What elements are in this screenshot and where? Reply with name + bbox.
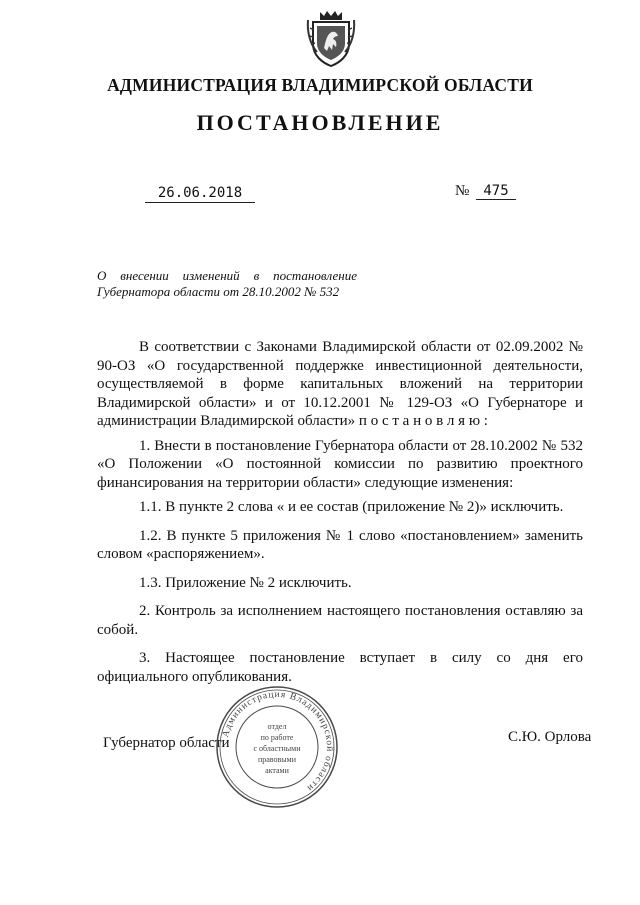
seal-line-3: с областными <box>253 744 301 753</box>
seal-line-2: по работе <box>260 733 294 742</box>
seal-line-1: отдел <box>267 722 287 731</box>
document-subject: О внесении изменений в постановление Губернатора области от 28.10.2002 № 532 <box>97 268 357 299</box>
seal-ring-text: Администрация Владимирской области <box>220 689 335 794</box>
seal-line-5: актами <box>265 766 289 775</box>
paragraph-2: 2. Контроль за исполнением настоящего постановления оставляю за собой. <box>97 603 583 638</box>
document-type-title: ПОСТАНОВЛЕНИЕ <box>196 110 444 135</box>
seal-line-4: правовыми <box>257 755 297 764</box>
preamble-paragraph: В соответствии с Законами Владимирской области от 02.09.2002 № 90-ОЗ «О государственной поддержке инвестиционной деятельности, осуществляемой в форме капитальных вложений на территории Владимирской области» и от 10.12.2001 № 129-ОЗ «О Губернаторе и администрации Владимирской области» п о с т а н о в л я ю : <box>97 339 583 429</box>
signature-name: С.Ю. Орлова <box>508 729 592 745</box>
paragraph-1-3: 1.3. Приложение № 2 исключить. <box>139 574 352 591</box>
paragraph-1-2: 1.2. В пункте 5 приложения № 1 слово «постановлением» заменить словом «распоряжением». <box>97 527 583 562</box>
paragraph-3: 3. Настоящее постановление вступает в силу со дня его официального опубликования. <box>97 650 583 685</box>
number-label: № <box>455 183 470 199</box>
official-seal-stamp <box>215 685 339 809</box>
organization-title: АДМИНИСТРАЦИЯ ВЛАДИМИРСКОЙ ОБЛАСТИ <box>107 75 533 95</box>
paragraph-1: 1. Внести в постановление Губернатора области от 28.10.2002 № 532 «О Положении «О постоянной комиссии по развитию проектного финансирования на территории области» следующие изменения: <box>97 437 583 491</box>
coat-of-arms-icon <box>306 8 356 68</box>
signature-position: Губернатор области <box>103 735 230 751</box>
document-body <box>97 338 583 692</box>
document-date: 26.06.2018 <box>145 185 255 203</box>
paragraph-1-1: 1.1. В пункте 2 слова « и ее состав (приложение № 2)» исключить. <box>139 499 564 515</box>
document-number: 475 <box>476 183 516 200</box>
